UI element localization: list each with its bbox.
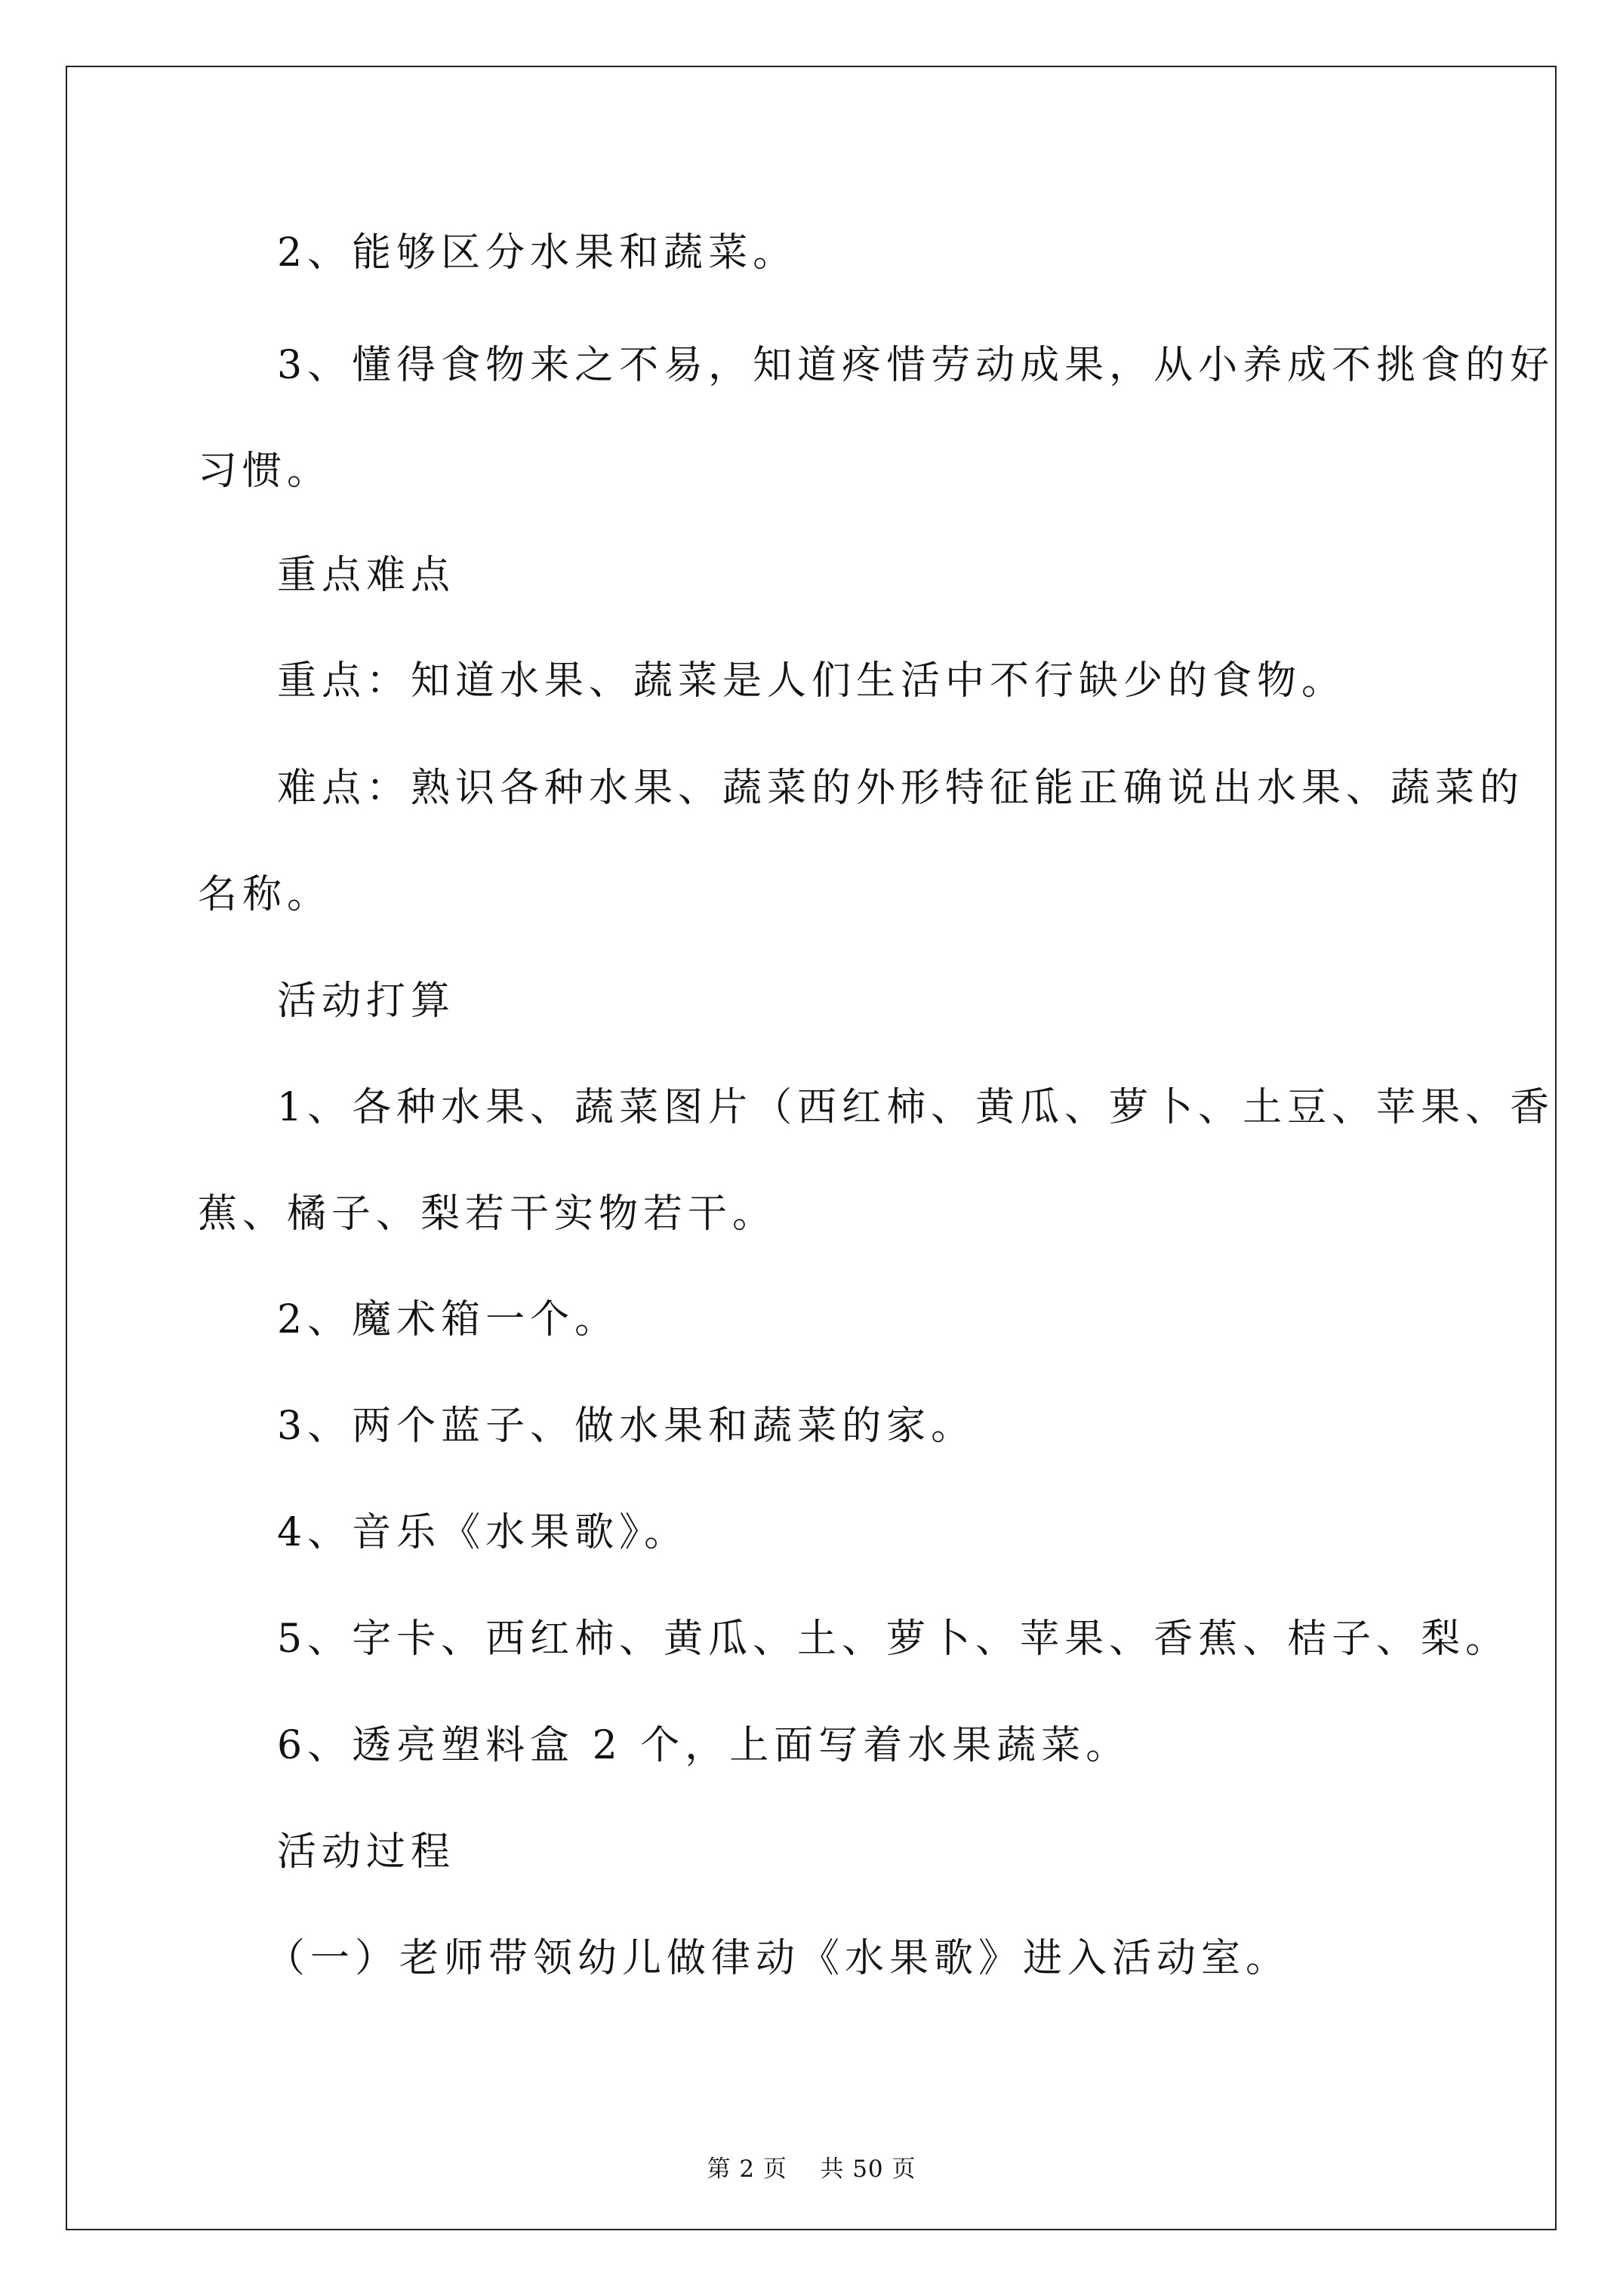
- page-total: 共 50 页: [820, 2156, 916, 2183]
- text-line: 1、各种水果、蔬菜图片（西红柿、黄瓜、萝卜、土豆、苹果、香: [277, 1085, 1555, 1130]
- page-footer: [0, 2154, 1623, 2184]
- text-line: 2、魔术箱一个。: [277, 1297, 620, 1342]
- text-line: 2、能够区分水果和蔬菜。: [277, 230, 798, 276]
- text-line: 5、字卡、西红柿、黄瓜、土、萝卜、苹果、香蕉、桔子、梨。: [277, 1616, 1511, 1662]
- text-line: 4、音乐《水果歌》。: [277, 1510, 689, 1555]
- text-line: 3、懂得食物来之不易，知道疼惜劳动成果，从小养成不挑食的好: [277, 343, 1555, 388]
- text-line: 6、透亮塑料盒 2 个，上面写着水果蔬菜。: [277, 1723, 1131, 1768]
- text-line: 重点：知道水果、蔬菜是人们生活中不行缺少的食物。: [277, 658, 1347, 704]
- text-line: 难点：熟识各种水果、蔬菜的外形特征能正确说出水果、蔬菜的: [277, 766, 1525, 811]
- text-line: 3、两个蓝子、做水果和蔬菜的家。: [277, 1404, 976, 1449]
- text-line: （一）老师带领幼儿做律动《水果歌》进入活动室。: [266, 1936, 1291, 1981]
- page-border: [66, 66, 1557, 2230]
- text-line: 习惯。: [198, 448, 332, 494]
- page-number: 第 2 页: [707, 2156, 787, 2183]
- section-heading: 活动过程: [277, 1829, 456, 1875]
- section-heading: 重点难点: [277, 553, 456, 598]
- text-line: 名称。: [198, 872, 332, 917]
- section-heading: 活动打算: [277, 978, 456, 1024]
- text-line: 蕉、橘子、梨若干实物若干。: [198, 1191, 778, 1237]
